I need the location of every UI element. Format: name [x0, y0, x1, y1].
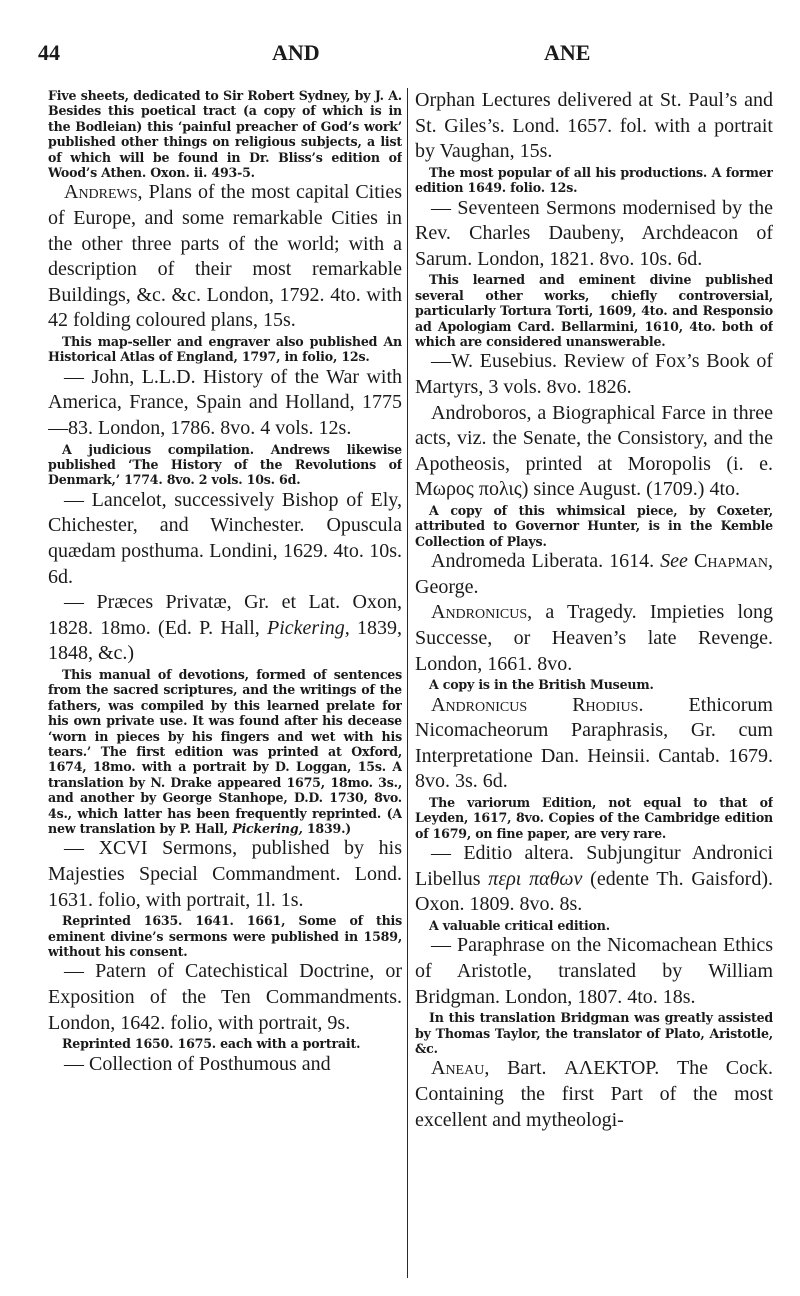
entry-note	[415, 795, 773, 841]
entry-text: — Patern of Catechistical Doctrine, or Exposition of the Ten Commandments. London, 1642. folio, with portrait, 9s.	[48, 960, 402, 1034]
entry-author: Andrews,	[64, 181, 143, 204]
entry	[48, 180, 402, 334]
left-running-head: AND	[272, 40, 320, 65]
entry	[415, 88, 773, 165]
right-running-head: ANE	[544, 40, 591, 65]
entry-text-tail: 1839, 1848, &c.)	[48, 616, 402, 665]
entry-text: In this translation Bridgman was greatly assisted by Thomas Taylor, the translator of Plato, Aristotle, &c.	[415, 1010, 773, 1056]
entry-text-tail: 1839.)	[302, 821, 352, 837]
italic-text: περι παθων	[488, 867, 583, 890]
entry-text: A valuable critical edition.	[429, 917, 610, 933]
entry-note	[415, 272, 773, 349]
cross-reference: Chapman,	[693, 550, 773, 573]
entry	[415, 401, 773, 503]
page-number: 44	[38, 40, 60, 65]
entry-text: A copy is in the British Museum.	[429, 677, 654, 693]
entry-note	[415, 1010, 773, 1056]
entry-text: A copy of this whimsical piece, by Coxeter, attributed to Governor Hunter, is in the Kemble Collection of Plays.	[415, 502, 773, 549]
entry-text: Androboros, a Biographical Farce in three acts, viz. the Senate, the Consistory, and the Apotheosis, printed at Moropolis (i. e. Μωρος πολις) since August. (1709.) 4to.	[415, 401, 773, 501]
column-divider	[407, 88, 408, 1278]
entry	[415, 549, 773, 600]
entry-text-tail: (edente Th. Gaisford). Oxon. 1809. 8vo. 8s.	[415, 867, 773, 916]
entry-text: Ethicorum Nicomacheorum Paraphrasis, Gr. cum Interpretatione Dan. Heinsii. Cantab. 1679. 8vo. 3s. 6d.	[415, 693, 773, 793]
entry-text: — Præces Privatæ, Gr. et Lat. Oxon, 1828. 18mo. (Ed. P. Hall,	[48, 591, 402, 639]
entry-note	[415, 503, 773, 549]
entry-note	[48, 667, 402, 836]
entry	[48, 836, 402, 913]
entry-text: The variorum Edition, not equal to that of Leyden, 1617, 8vo. Copies of the Cambridge edition of 1679, on fine paper, are very rare.	[415, 794, 773, 841]
entry	[48, 488, 402, 590]
entry-text: —W. Eusebius. Review of Fox’s Book of Martyrs, 3 vols. 8vo. 1826.	[415, 350, 773, 398]
entry-text: Reprinted 1635. 1641. 1661, Some of this eminent divine’s sermons were published in 1589, without his consent.	[48, 913, 402, 960]
entry	[48, 1052, 402, 1078]
italic-text: Pickering,	[232, 821, 303, 837]
entry-note	[48, 1036, 402, 1051]
entry-note	[415, 918, 773, 933]
entry-text: Plans of the most capital Cities of Europe, and some remarkable Cities in the other three parts of the world; with a description of their most remarkable Buildings, &c. &c. London, 1792. 4to. with 42 folding coloured plans, 15s.	[48, 181, 402, 332]
entry-text: — John, L.L.D. History of the War with America, France, Spain and Holland, 1775—83. London, 1786. 8vo. 4 vols. 12s.	[48, 365, 402, 439]
entry-text: Orphan Lectures delivered at St. Paul’s and St. Giles’s. Lond. 1657. fol. with a portrait by Vaughan, 15s.	[415, 89, 773, 163]
entry-text: A judicious compilation. Andrews likewise published ‘The History of the Revolutions of Denmark,’ 1774. 8vo. 2 vols. 10s. 6d.	[48, 441, 402, 488]
left-column	[48, 88, 402, 1278]
entry	[48, 959, 402, 1036]
entry-note	[415, 165, 773, 196]
entry-author: Andronicus,	[431, 601, 533, 624]
entry-text: — Paraphrase on the Nicomachean Ethics of Aristotle, translated by William Bridgman. London, 1807. 4to. 18s.	[415, 934, 773, 1008]
entry	[415, 349, 773, 400]
entry	[415, 693, 773, 795]
entry-text: Five sheets, dedicated to Sir Robert Sydney, by J. A. Besides this poetical tract (a copy of which is in the Bodleian) this ‘painful preacher of God’s work’ published other things on religious subjects, a list of which will be found in Dr. Bliss’s edition of Wood’s Athen. Oxon. ii. 493-5.	[48, 88, 402, 181]
entry	[415, 933, 773, 1010]
italic-text: See	[660, 550, 688, 573]
entry-text: — Seventeen Sermons modernised by the Rev. Charles Daubeny, Archdeacon of Sarum. London, 1821. 8vo. 10s. 6d.	[415, 196, 773, 270]
entry	[415, 1056, 773, 1133]
entry-note	[415, 677, 773, 692]
entry	[415, 841, 773, 918]
entry-note	[48, 88, 402, 180]
right-column	[415, 88, 773, 1278]
entry-text: Reprinted 1650. 1675. each with a portrait.	[62, 1036, 361, 1052]
entry-text: — Lancelot, successively Bishop of Ely, Chichester, and Winchester. Opuscula quædam posthuma. Londini, 1629. 4to. 10s. 6d.	[48, 488, 402, 588]
entry-text: The most popular of all his productions. A former edition 1649. folio. 12s.	[415, 164, 773, 196]
entry-text: — Collection of Posthumous and	[64, 1052, 331, 1075]
italic-text: Pickering,	[267, 616, 350, 639]
entry	[48, 590, 402, 667]
entry-text: a Tragedy. Impieties long Successe, or Heaven’s late Revenge. London, 1661. 8vo.	[415, 601, 773, 675]
entry-text: This map-seller and engraver also published An Historical Atlas of England, 1797, in folio, 12s.	[48, 334, 402, 365]
entry	[415, 196, 773, 273]
running-header	[0, 40, 800, 70]
entry	[48, 365, 402, 442]
entry-text: — Editio altera. Subjungitur Andronici Libellus	[415, 842, 773, 890]
entry-note	[48, 334, 402, 365]
entry	[415, 600, 773, 677]
entry-text: Andromeda Liberata. 1614.	[431, 550, 661, 573]
entry-note	[48, 913, 402, 959]
entry-text: — XCVI Sermons, published by his Majesties Special Commandment. Lond. 1631. folio, with portrait, 1l. 1s.	[48, 837, 402, 911]
entry-author: Andronicus Rhodius.	[431, 693, 644, 716]
entry-text: This learned and eminent divine published several other works, chiefly controversial, particularly Tortura Torti, 1609, 4to. and Responsio ad Apologiam Card. Bellarmini, 1610, 4to. both of which are considered unanswerable.	[415, 272, 773, 349]
entry-note	[48, 442, 402, 488]
entry-author: Aneau,	[431, 1057, 490, 1080]
entry-text: This manual of devotions, formed of sentences from the sacred scriptures, and the writings of the fathers, was compiled by this learned prelate for his own private use. It was found after his decease ‘worn in pieces by his fingers and wet with his tears.’ The first edition was printed at Oxford, 1674, 18mo. with a portrait by D. Loggan, 15s. A translation by N. Drake appeared 1675, 18mo. 3s., and another by George Stanhope, D.D. 1730, 8vo. 4s., which latter has been frequently reprinted. (A new translation by P. Hall,	[48, 666, 402, 837]
entry-text: Bart. ΑΛΕΚΤΟΡ. The Cock. Containing the first Part of the most excellent and mytheologi-	[415, 1057, 773, 1131]
entry-text-tail: George.	[415, 575, 479, 598]
